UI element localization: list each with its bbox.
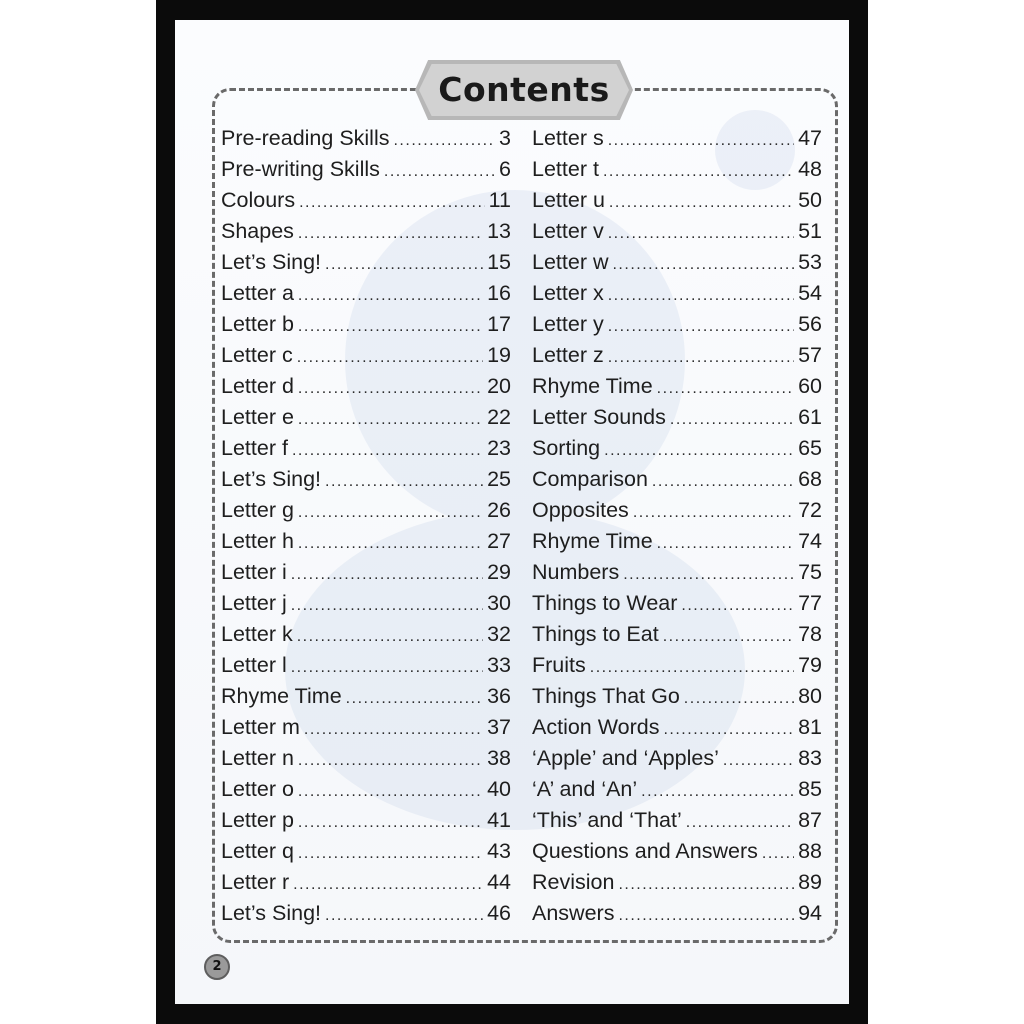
toc-entry-title: Letter j <box>221 591 287 615</box>
toc-entry-page: 53 <box>798 250 822 274</box>
toc-dot-leader <box>325 473 483 491</box>
toc-entry <box>532 715 822 746</box>
toc-entry-page: 80 <box>798 684 822 708</box>
toc-entry-title: Letter f <box>221 436 288 460</box>
toc-entry <box>532 684 822 715</box>
toc-entry <box>532 405 822 436</box>
toc-entry <box>221 343 511 374</box>
toc-entry-page: 19 <box>487 343 511 367</box>
toc-entry-title: Numbers <box>532 560 620 584</box>
toc-entry-title: Letter r <box>221 870 290 894</box>
toc-entry-title: Letter a <box>221 281 294 305</box>
toc-dot-leader <box>604 442 794 460</box>
toc-entry-title: Letter i <box>221 560 287 584</box>
toc-dot-leader <box>298 411 483 429</box>
toc-dot-leader <box>663 721 794 739</box>
toc-entry-title: Letter x <box>532 281 604 305</box>
toc-entry <box>221 560 511 591</box>
toc-entry-title: Rhyme Time <box>532 529 653 553</box>
toc-dot-leader <box>304 721 483 739</box>
toc-entry-title: Letter h <box>221 529 294 553</box>
toc-entry-title: Things to Eat <box>532 622 659 646</box>
toc-dot-leader <box>609 194 794 212</box>
toc-entry-page: 75 <box>798 560 822 584</box>
toc-entry-title: Letter p <box>221 808 294 832</box>
toc-entry-page: 83 <box>798 746 822 770</box>
toc-entry-page: 72 <box>798 498 822 522</box>
toc-entry <box>221 684 511 715</box>
toc-entry-title: Letter e <box>221 405 294 429</box>
toc-entry <box>532 343 822 374</box>
toc-dot-leader <box>608 349 794 367</box>
toc-entry-page: 17 <box>487 312 511 336</box>
toc-entry-page: 43 <box>487 839 511 863</box>
toc-dot-leader <box>384 163 495 181</box>
toc-entry-title: Things That Go <box>532 684 680 708</box>
toc-entry-title: Letter d <box>221 374 294 398</box>
toc-dot-leader <box>299 194 485 212</box>
toc-dot-leader <box>298 845 483 863</box>
toc-entry <box>221 126 511 157</box>
toc-entry <box>532 436 822 467</box>
toc-entry-page: 48 <box>798 157 822 181</box>
toc-entry <box>221 839 511 870</box>
toc-entry-title: Rhyme Time <box>532 374 653 398</box>
toc-entry-title: Letter t <box>532 157 599 181</box>
toc-entry-title: Let’s Sing! <box>221 467 322 491</box>
toc-entry <box>221 436 511 467</box>
toc-entry-page: 88 <box>798 839 822 863</box>
toc-entry-title: Comparison <box>532 467 648 491</box>
toc-entry-page: 25 <box>487 467 511 491</box>
toc-entry <box>532 281 822 312</box>
toc-dot-leader <box>681 597 794 615</box>
toc-entry <box>221 219 511 250</box>
toc-entry <box>221 498 511 529</box>
toc-dot-leader <box>298 504 483 522</box>
toc-entry-page: 27 <box>487 529 511 553</box>
toc-dot-leader <box>292 442 483 460</box>
toc-entry-title: Letter o <box>221 777 294 801</box>
toc-entry-title: Pre-writing Skills <box>221 157 380 181</box>
toc-entry-title: ‘This’ and ‘That’ <box>532 808 682 832</box>
toc-entry-page: 30 <box>487 591 511 615</box>
toc-entry-title: Letter Sounds <box>532 405 666 429</box>
toc-entry-title: Fruits <box>532 653 586 677</box>
toc-entry-title: Things to Wear <box>532 591 678 615</box>
toc-dot-leader <box>641 783 794 801</box>
toc-dot-leader <box>686 814 794 832</box>
toc-entry-page: 32 <box>487 622 511 646</box>
toc-entry-page: 38 <box>487 746 511 770</box>
toc-entry-title: Letter u <box>532 188 605 212</box>
toc-entry-page: 56 <box>798 312 822 336</box>
toc-dot-leader <box>762 845 794 863</box>
toc-dot-leader <box>325 256 483 274</box>
toc-entry <box>532 870 822 901</box>
toc-dot-leader <box>623 566 794 584</box>
toc-entry <box>221 405 511 436</box>
toc-entry <box>532 653 822 684</box>
toc-entry-page: 89 <box>798 870 822 894</box>
toc-dot-leader <box>590 659 794 677</box>
toc-entry <box>532 250 822 281</box>
toc-dot-leader <box>291 597 483 615</box>
toc-entry <box>532 777 822 808</box>
toc-dot-leader <box>608 225 794 243</box>
toc-entry-title: Sorting <box>532 436 601 460</box>
toc-entry <box>221 250 511 281</box>
toc-entry <box>221 374 511 405</box>
toc-entry-title: Letter s <box>532 126 604 150</box>
toc-entry <box>221 808 511 839</box>
toc-entry-title: Let’s Sing! <box>221 901 322 925</box>
toc-entry-title: Let’s Sing! <box>221 250 322 274</box>
toc-entry <box>221 312 511 343</box>
toc-dot-leader <box>633 504 794 522</box>
toc-dot-leader <box>346 690 483 708</box>
toc-dot-leader <box>298 380 483 398</box>
toc-dot-leader <box>612 256 794 274</box>
toc-entry-page: 6 <box>499 157 511 181</box>
toc-entry <box>532 622 822 653</box>
toc-dot-leader <box>657 380 794 398</box>
toc-entry <box>532 498 822 529</box>
toc-entry-page: 3 <box>499 126 511 150</box>
toc-dot-leader <box>297 628 483 646</box>
toc-entry-page: 54 <box>798 281 822 305</box>
toc-entry <box>221 901 511 932</box>
toc-dot-leader <box>291 566 483 584</box>
toc-entry-title: Pre-reading Skills <box>221 126 390 150</box>
toc-entry-title: Letter z <box>532 343 604 367</box>
toc-column-left <box>221 126 511 932</box>
toc-entry-page: 15 <box>487 250 511 274</box>
toc-dot-leader <box>298 783 483 801</box>
toc-entry <box>532 467 822 498</box>
toc-entry <box>221 591 511 622</box>
toc-entry-page: 77 <box>798 591 822 615</box>
toc-entry-title: Letter y <box>532 312 604 336</box>
toc-entry-title: Letter k <box>221 622 293 646</box>
toc-entry <box>221 622 511 653</box>
toc-entry-title: Letter v <box>532 219 604 243</box>
toc-entry-page: 23 <box>487 436 511 460</box>
toc-entry-page: 41 <box>487 808 511 832</box>
toc-entry-title: Letter n <box>221 746 294 770</box>
toc-entry-page: 68 <box>798 467 822 491</box>
toc-entry-page: 11 <box>488 188 511 212</box>
page-number-badge: 2 <box>204 954 230 980</box>
toc-dot-leader <box>297 349 483 367</box>
toc-entry-page: 60 <box>798 374 822 398</box>
toc-entry-title: ‘Apple’ and ‘Apples’ <box>532 746 719 770</box>
toc-entry-page: 44 <box>487 870 511 894</box>
toc-entry-title: Answers <box>532 901 615 925</box>
toc-entry-title: Letter g <box>221 498 294 522</box>
toc-entry-page: 78 <box>798 622 822 646</box>
toc-dot-leader <box>723 752 794 770</box>
toc-dot-leader <box>298 535 483 553</box>
toc-dot-leader <box>298 225 483 243</box>
toc-entry-page: 36 <box>487 684 511 708</box>
toc-dot-leader <box>298 814 483 832</box>
toc-dot-leader <box>608 287 794 305</box>
toc-entry-page: 85 <box>798 777 822 801</box>
book-page <box>175 20 849 1004</box>
page-title: Contents <box>438 70 610 109</box>
toc-entry-title: Letter q <box>221 839 294 863</box>
toc-column-right <box>532 126 822 932</box>
toc-entry-page: 50 <box>798 188 822 212</box>
toc-entry <box>532 529 822 560</box>
toc-entry-page: 94 <box>798 901 822 925</box>
toc-entry-page: 29 <box>487 560 511 584</box>
toc-entry-page: 65 <box>798 436 822 460</box>
toc-entry <box>532 808 822 839</box>
toc-dot-leader <box>298 752 483 770</box>
toc-entry-page: 81 <box>798 715 822 739</box>
toc-dot-leader <box>298 318 483 336</box>
toc-entry <box>221 746 511 777</box>
toc-entry-page: 74 <box>798 529 822 553</box>
toc-entry <box>532 560 822 591</box>
toc-entry <box>532 126 822 157</box>
toc-dot-leader <box>618 907 794 925</box>
toc-entry <box>532 591 822 622</box>
toc-entry-title: Letter l <box>221 653 287 677</box>
toc-entry-page: 13 <box>487 219 511 243</box>
toc-dot-leader <box>393 132 495 150</box>
toc-entry-page: 26 <box>487 498 511 522</box>
toc-entry-page: 57 <box>798 343 822 367</box>
toc-dot-leader <box>652 473 794 491</box>
toc-entry-page: 22 <box>487 405 511 429</box>
toc-entry <box>221 715 511 746</box>
toc-entry-page: 47 <box>798 126 822 150</box>
toc-entry-title: Revision <box>532 870 615 894</box>
toc-entry-page: 37 <box>487 715 511 739</box>
toc-entry <box>221 777 511 808</box>
toc-entry-title: Colours <box>221 188 296 212</box>
toc-entry-title: ‘A’ and ‘An’ <box>532 777 638 801</box>
toc-entry-page: 33 <box>487 653 511 677</box>
toc-entry-page: 46 <box>487 901 511 925</box>
toc-entry <box>221 529 511 560</box>
toc-entry-title: Letter w <box>532 250 609 274</box>
toc-entry-title: Action Words <box>532 715 660 739</box>
toc-entry <box>532 157 822 188</box>
toc-dot-leader <box>657 535 794 553</box>
toc-entry <box>221 281 511 312</box>
toc-entry <box>221 653 511 684</box>
toc-entry <box>532 839 822 870</box>
toc-entry <box>532 219 822 250</box>
toc-entry <box>532 188 822 219</box>
toc-entry <box>532 901 822 932</box>
toc-entry-title: Rhyme Time <box>221 684 342 708</box>
toc-dot-leader <box>291 659 483 677</box>
toc-dot-leader <box>293 876 483 894</box>
toc-entry-page: 40 <box>487 777 511 801</box>
toc-entry <box>532 746 822 777</box>
toc-entry-title: Letter b <box>221 312 294 336</box>
toc-entry <box>221 157 511 188</box>
toc-entry-title: Questions and Answers <box>532 839 758 863</box>
toc-entry <box>221 188 511 219</box>
toc-dot-leader <box>670 411 794 429</box>
toc-entry <box>221 467 511 498</box>
toc-entry-page: 51 <box>798 219 822 243</box>
toc-dot-leader <box>325 907 483 925</box>
toc-dot-leader <box>618 876 794 894</box>
toc-entry-page: 61 <box>798 405 822 429</box>
toc-entry-page: 20 <box>487 374 511 398</box>
toc-entry-page: 16 <box>487 281 511 305</box>
toc-dot-leader <box>608 132 794 150</box>
toc-dot-leader <box>684 690 794 708</box>
toc-entry <box>532 312 822 343</box>
toc-dot-leader <box>603 163 794 181</box>
toc-entry-title: Letter c <box>221 343 293 367</box>
toc-dot-leader <box>663 628 794 646</box>
toc-dot-leader <box>608 318 794 336</box>
toc-entry-title: Shapes <box>221 219 294 243</box>
toc-entry <box>221 870 511 901</box>
toc-entry-page: 79 <box>798 653 822 677</box>
toc-entry-page: 87 <box>798 808 822 832</box>
toc-entry-title: Opposites <box>532 498 629 522</box>
toc-entry <box>532 374 822 405</box>
toc-entry-title: Letter m <box>221 715 300 739</box>
toc-dot-leader <box>298 287 483 305</box>
